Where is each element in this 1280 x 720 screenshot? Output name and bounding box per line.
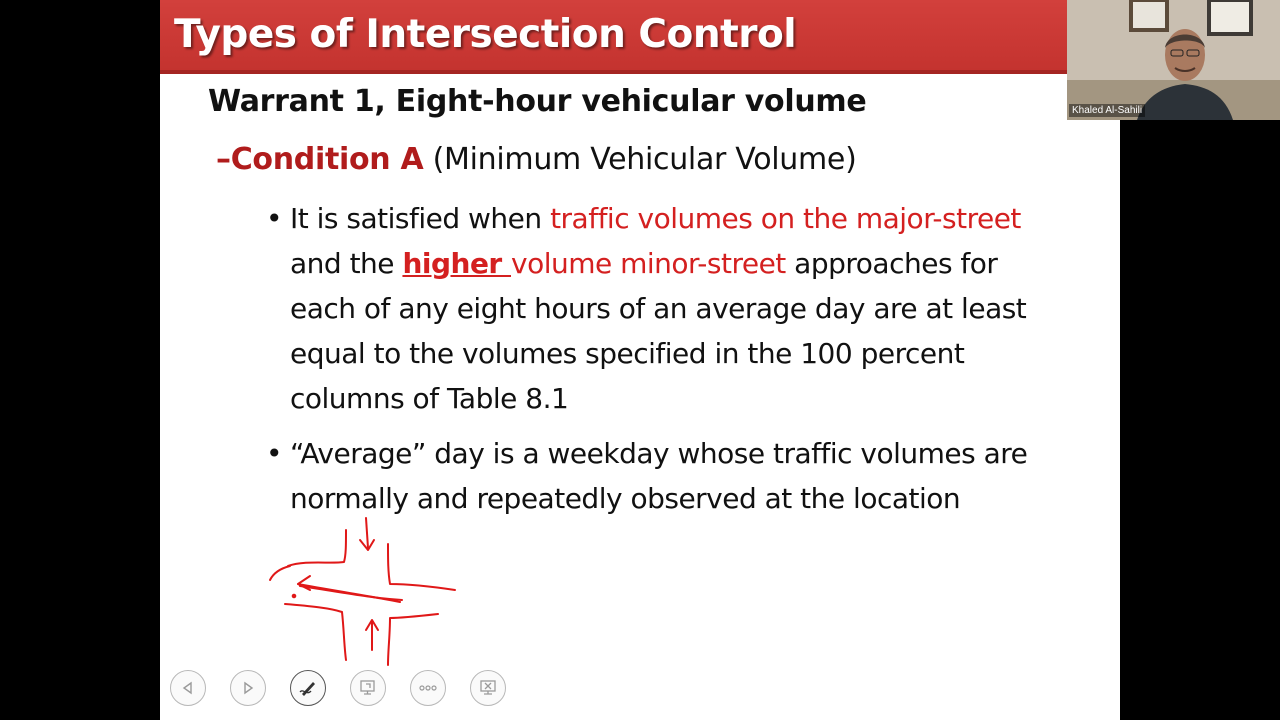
- condition-description: (Minimum Vehicular Volume): [423, 142, 857, 177]
- bullet2-line1: “Average” day is a weekday whose traffic volumes are: [290, 437, 1028, 470]
- slides-icon: [358, 678, 378, 698]
- condition-label: Condition A: [230, 142, 424, 177]
- slide-title: Types of Intersection Control: [174, 12, 797, 57]
- text-run: It is satisfied when: [290, 202, 551, 235]
- condition-heading: [216, 142, 857, 177]
- intersection-sketch-icon: [260, 510, 480, 670]
- highlight-minor-street: volume minor-street: [511, 247, 786, 280]
- bullet1-line3: each of any eight hours of an average day are at least: [290, 292, 1027, 325]
- bullet-dot: •: [266, 202, 283, 235]
- bullet-satisfied: [266, 196, 1112, 421]
- previous-icon: [180, 680, 196, 696]
- title-bar: [160, 0, 1067, 74]
- bullet1-line2: [290, 241, 1112, 286]
- highlight-major-street: traffic volumes on the major-street: [550, 202, 1021, 235]
- end-show-button[interactable]: [470, 670, 506, 706]
- bullet1-line4: equal to the volumes specified in the 100 percent: [290, 337, 965, 370]
- bullet-dot: •: [266, 437, 283, 470]
- text-run: and the: [290, 247, 403, 280]
- bullet1-line1: [290, 196, 1112, 241]
- previous-slide-button[interactable]: [170, 670, 206, 706]
- bullet2-line2: normally and repeatedly observed at the location: [290, 482, 961, 515]
- more-options-button[interactable]: [410, 670, 446, 706]
- bullet1-line5: columns of Table 8.1: [290, 382, 569, 415]
- bullet-list: [266, 196, 1112, 531]
- pen-icon: [297, 677, 319, 699]
- highlight-higher: higher: [402, 247, 511, 280]
- presenter-video-icon: [1067, 0, 1280, 120]
- presenter-name: Khaled Al-Sahili: [1069, 104, 1145, 117]
- slide: [160, 0, 1120, 720]
- next-icon: [240, 680, 256, 696]
- presenter-webcam: [1067, 0, 1280, 120]
- more-icon: [418, 684, 438, 692]
- end-show-icon: [478, 678, 498, 698]
- pen-tool-button[interactable]: [290, 670, 326, 706]
- next-slide-button[interactable]: [230, 670, 266, 706]
- warrant-heading: Warrant 1, Eight-hour vehicular volume: [208, 84, 867, 119]
- see-all-slides-button[interactable]: [350, 670, 386, 706]
- condition-dash: –: [216, 142, 231, 177]
- bullet-average-day: [266, 431, 1112, 521]
- text-run: approaches for: [785, 247, 998, 280]
